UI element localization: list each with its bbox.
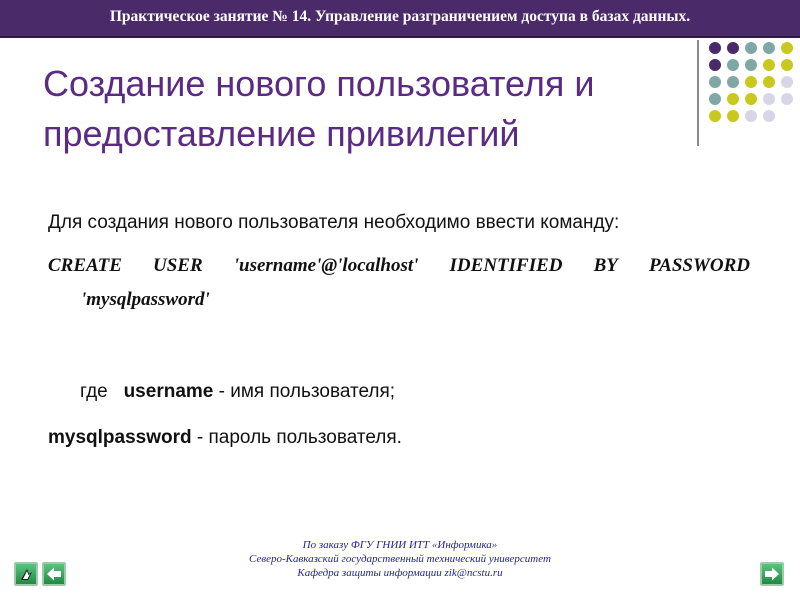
decorative-dot [763, 110, 775, 122]
decorative-dot [763, 59, 775, 71]
decorative-dot [781, 93, 793, 105]
decorative-dot [709, 42, 721, 54]
decorative-dot [763, 42, 775, 54]
decorative-dot [745, 42, 757, 54]
decorative-dot [745, 76, 757, 88]
sql-password-literal: 'mysqlpassword' [81, 289, 210, 310]
home-button[interactable] [14, 562, 38, 586]
decorative-dot [781, 59, 793, 71]
slide-title [43, 59, 683, 159]
password-term: mysqlpassword [48, 427, 192, 448]
sql-command [48, 255, 750, 311]
footer-line: Кафедра защиты информации zik@ncstu.ru [297, 567, 503, 579]
home-arrow-icon [17, 565, 35, 583]
decorative-dot [727, 110, 739, 122]
username-description: - имя пользователя; [213, 381, 396, 402]
intro-paragraph: Для создания нового пользователя необходимо ввести команду: [48, 212, 620, 233]
sql-keyword: USER [153, 255, 203, 276]
username-definition [80, 381, 792, 403]
decorative-divider [697, 40, 699, 146]
decorative-dot [745, 110, 757, 122]
header-title: Практическое занятие № 14. Управление разграничением доступа в базах данных. [109, 8, 691, 25]
forward-button[interactable] [760, 562, 784, 586]
slide-title-line: предоставление привилегий [43, 113, 520, 154]
decorative-dot [727, 59, 739, 71]
decorative-dot [709, 76, 721, 88]
decorative-dot [709, 93, 721, 105]
footer-line: По заказу ФГУ ГНИИ ИТТ «Информика» [302, 539, 498, 551]
decorative-dot [727, 42, 739, 54]
decorative-dot [745, 59, 757, 71]
sql-keyword: PASSWORD [648, 255, 750, 276]
footer-line: Северо-Кавказский государственный технический университет [249, 553, 551, 565]
back-button[interactable] [42, 562, 66, 586]
decorative-dots [709, 42, 800, 132]
password-definition [48, 427, 760, 449]
decorative-dot [727, 93, 739, 105]
decorative-dot [727, 76, 739, 88]
sql-command-line [48, 255, 750, 277]
sql-keyword: IDENTIFIED [449, 255, 563, 276]
slide-title-line: Создание нового пользователя и [43, 63, 595, 104]
decorative-dot [709, 110, 721, 122]
sql-keyword: CREATE [48, 255, 122, 276]
arrow-left-icon [45, 565, 63, 583]
decorative-dot [745, 93, 757, 105]
decorative-dot [709, 59, 721, 71]
decorative-dot [781, 76, 793, 88]
where-word: где [80, 381, 108, 402]
sql-user-host: 'username'@'localhost' [233, 255, 419, 276]
decorative-dot [763, 76, 775, 88]
username-term: username [123, 381, 214, 402]
decorative-dot [781, 42, 793, 54]
decorative-dot [763, 93, 775, 105]
header-bar [0, 0, 800, 38]
footer [150, 538, 650, 580]
arrow-right-icon [763, 565, 781, 583]
sql-keyword: BY [593, 255, 618, 276]
password-description: - пароль пользователя. [191, 427, 402, 448]
